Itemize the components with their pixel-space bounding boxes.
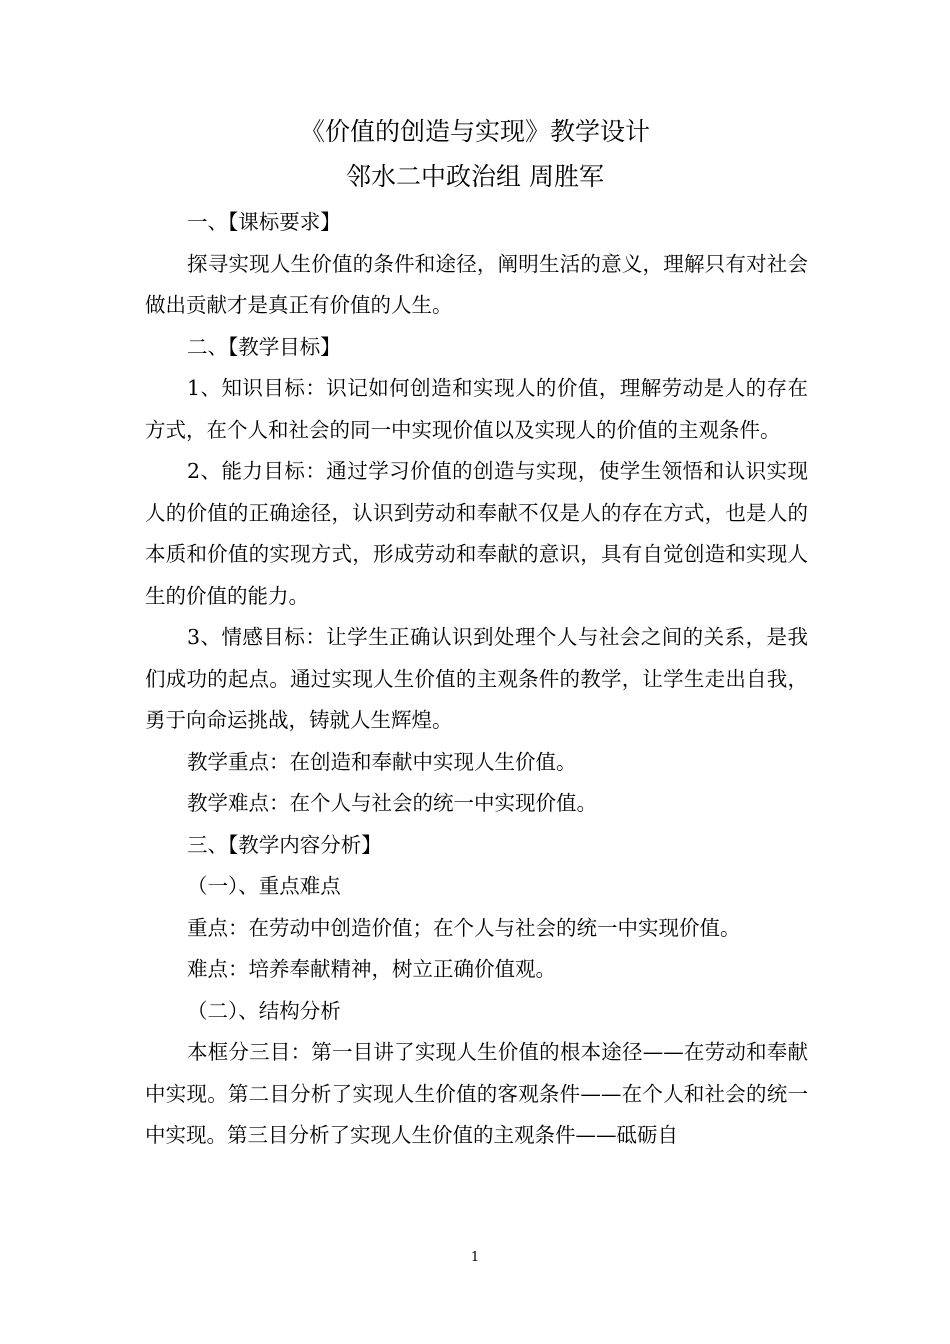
document-title: 《价值的创造与实现》教学设计 bbox=[299, 117, 650, 146]
section-heading-curriculum: 一、【课标要求】 bbox=[187, 210, 341, 234]
paragraph-teaching-key: 教学重点：在创造和奉献中实现人生价值。 bbox=[187, 749, 577, 774]
paragraph-teaching-difficulty: 教学难点：在个人与社会的统一中实现价值。 bbox=[187, 791, 597, 815]
subheading-key-difficult: （一）、重点难点 bbox=[187, 874, 341, 898]
paragraph-difficult-point: 难点：培养奉献精神，树立正确价值观。 bbox=[187, 957, 556, 981]
document-body bbox=[145, 202, 808, 1157]
paragraph-knowledge-goal: 1、知识目标：识记如何创造和实现人的价值，理解劳动是人的存在方式，在个人和社会的同一中实现价值以及实现人的价值的主观条件。 bbox=[145, 376, 808, 442]
page-number: 1 bbox=[470, 1250, 480, 1265]
paragraph-ability-goal: 2、能力目标：通过学习价值的创造与实现，使学生领悟和认识实现人的价值的正确途径，认识到劳动和奉献不仅是人的存在方式，也是人的本质和价值的实现方式，形成劳动和奉献的意识，具有自觉创造和实现人生的价值的能力。 bbox=[145, 459, 808, 608]
subheading-structure: （二）、结构分析 bbox=[187, 998, 341, 1023]
section-heading-goals: 二、【教学目标】 bbox=[187, 334, 341, 359]
author-line: 邻水二中政治组 周胜军 bbox=[346, 162, 604, 191]
paragraph-emotion-goal: 3、情感目标：让学生正确认识到处理个人与社会之间的关系，是我们成功的起点。通过实现人生价值的主观条件的教学，让学生走出自我，勇于向命运挑战，铸就人生辉煌。 bbox=[145, 625, 808, 732]
section-heading-content-analysis: 三、【教学内容分析】 bbox=[187, 832, 382, 857]
paragraph-key-point: 重点：在劳动中创造价值；在个人与社会的统一中实现价值。 bbox=[187, 915, 741, 940]
paragraph-structure: 本框分三目：第一目讲了实现人生价值的根本途径——在劳动和奉献中实现。第二目分析了实现人生价值的客观条件——在个人和社会的统一中实现。第三目分析了实现人生价值的主观条件——砥砺自 bbox=[145, 1040, 808, 1147]
paragraph-curriculum: 探寻实现人生价值的条件和途径，阐明生活的意义，理解只有对社会做出贡献才是真正有价值的人生。 bbox=[145, 251, 808, 317]
